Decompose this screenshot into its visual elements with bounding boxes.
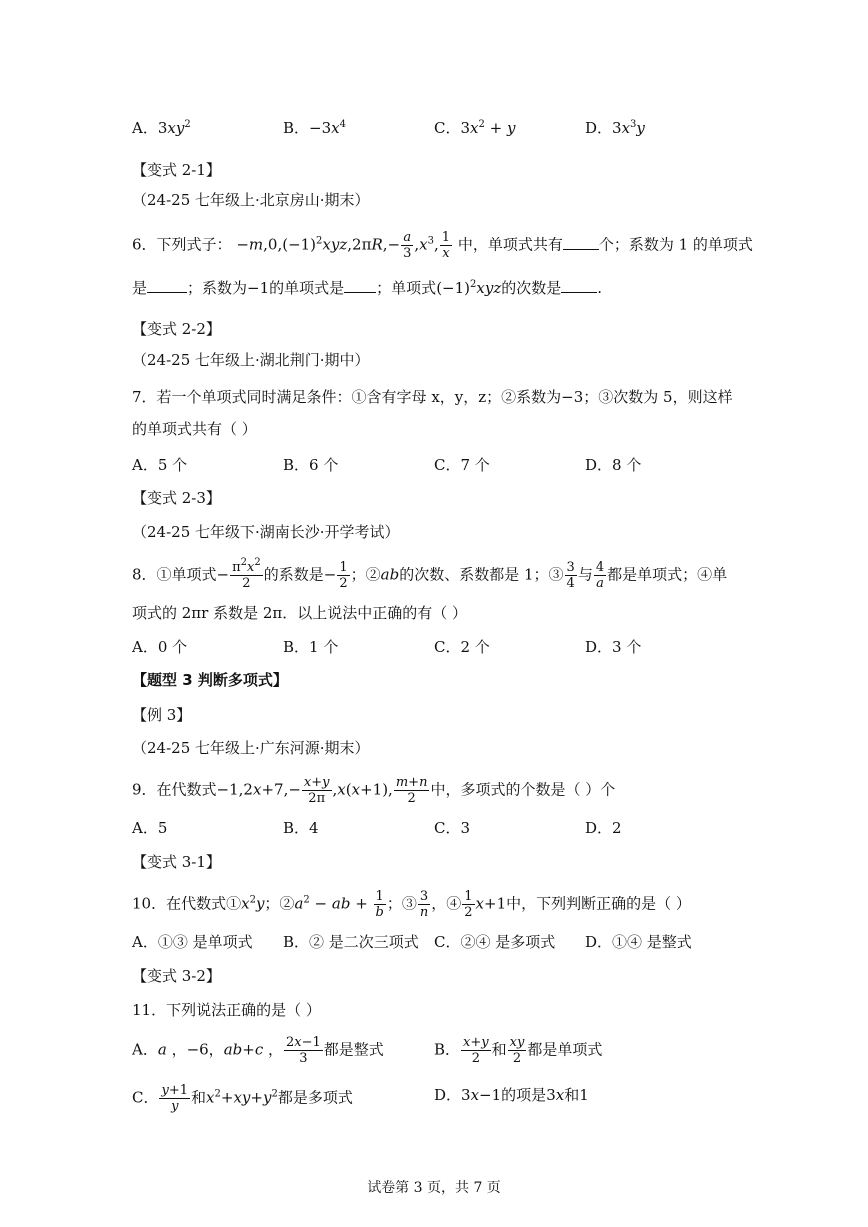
q10-option-d: D．①④ 是整式 xyxy=(585,933,692,951)
q5-option-d: D．$3x^3y$ xyxy=(585,119,645,137)
q10-option-b: B．② 是二次三项式 xyxy=(283,933,419,951)
q11-option-d: D．3x−1的项是3x和1 xyxy=(434,1086,589,1104)
variant-2-1-source: （24-25 七年级上·北京房山·期末） xyxy=(132,191,370,209)
q9-option-d: D．2 xyxy=(585,819,622,837)
variant-2-2-heading: 【变式 2-2】 xyxy=(132,320,221,338)
q11-option-b: B． $\frac{x+y}{2}$ 和 $\frac{xy}{2}$ 都是单项式 xyxy=(434,1035,603,1066)
page-footer: 试卷第 3 页，共 7 页 xyxy=(367,1180,501,1196)
question-7-line-2: 的单项式共有（ ） xyxy=(132,420,257,438)
q10-option-c: C．②④ 是多项式 xyxy=(434,933,556,951)
q11-option-c: C． $\frac{y+1}{y}$ 和$x^2+xy+y^2$都是多项式 xyxy=(132,1083,353,1114)
q9-option-c: C．3 xyxy=(434,819,471,837)
variant-2-3-source: （24-25 七年级下·湖南长沙·开学考试） xyxy=(132,523,400,541)
question-9: 9．在代数式−1,2x+7,− $\frac{x+y}{2\pi}$ ,x(x+1), $\frac{m+n}{2}$ 中，多项式的个数是（ ）个 xyxy=(132,775,616,806)
example-3-source: （24-25 七年级上·广东河源·期末） xyxy=(132,739,370,757)
answer-blank[interactable] xyxy=(344,278,376,293)
q5-option-c: C．$3x^2 + y$ xyxy=(434,119,516,137)
answer-blank[interactable] xyxy=(563,235,599,250)
variant-3-1-heading: 【变式 3-1】 xyxy=(132,853,221,871)
question-10: 10．在代数式$①x^2y$；$②a^2$ − ab + $\frac{1}{b}$ ；③ $\frac{3}{n}$ ，④ $\frac{1}{2}$ x+1中，下列判断正确的是（ ） xyxy=(132,889,691,920)
q7-option-d: D．8 个 xyxy=(585,456,642,474)
section-3-title: 【题型 3 判断多项式】 xyxy=(132,671,288,689)
question-8-line-1: 8．①单项式− $\frac{\pi^2x^2}{2}$ 的系数是− $\frac{1}{2}$ ；②ab的次数、系数都是 1；③ $\frac{3}{4}$ 与 $\frac{4}{a}$ 都是单项式；④单 xyxy=(132,557,728,591)
variant-2-1-heading: 【变式 2-1】 xyxy=(132,161,221,179)
answer-blank[interactable] xyxy=(147,278,187,293)
q5-option-b: B．$-3x^4$ xyxy=(283,119,346,137)
question-8-line-2: 项式的 2πr 系数是 2π．以上说法中正确的有（ ） xyxy=(132,604,468,622)
variant-2-3-heading: 【变式 2-3】 xyxy=(132,489,221,507)
q11-option-a: A．a ，−6，ab+c ， $\frac{2x-1}{3}$ 都是整式 xyxy=(132,1035,384,1066)
q7-option-c: C．7 个 xyxy=(434,456,490,474)
example-3-heading: 【例 3】 xyxy=(132,706,192,724)
variant-3-2-heading: 【变式 3-2】 xyxy=(132,967,221,985)
q5-option-a: A．$3xy^2$ xyxy=(132,119,191,137)
q8-option-d: D．3 个 xyxy=(585,638,642,656)
q7-option-b: B．6 个 xyxy=(283,456,339,474)
q10-option-a: A．①③ 是单项式 xyxy=(132,933,253,951)
q8-option-b: B．1 个 xyxy=(283,638,339,656)
variant-2-2-source: （24-25 七年级上·湖北荆门·期中） xyxy=(132,351,370,369)
answer-blank[interactable] xyxy=(561,278,597,293)
question-11-stem: 11．下列说法正确的是（ ） xyxy=(132,1001,321,1019)
question-6-line-1: 6．下列式子： $-m,0,(-1)^2xyz,2\pi R,-$ $\frac{a}{3}$ $,x^3$, $\frac{1}{x}$ 中，单项式共有 个；系数为 1 的单项式 xyxy=(132,230,753,261)
q7-option-a: A．5 个 xyxy=(132,456,188,474)
question-6-line-2: 是 ；系数为−1的单项式是 ；单项式$(-1)^2xyz$的次数是 . xyxy=(132,279,603,297)
q8-option-c: C．2 个 xyxy=(434,638,490,656)
q8-option-a: A．0 个 xyxy=(132,638,188,656)
q9-option-a: A．5 xyxy=(132,819,168,837)
q9-option-b: B．4 xyxy=(283,819,319,837)
question-7-line-1: 7．若一个单项式同时满足条件：①含有字母 x，y，z；②系数为−3；③次数为 5，则这样 xyxy=(132,388,733,406)
